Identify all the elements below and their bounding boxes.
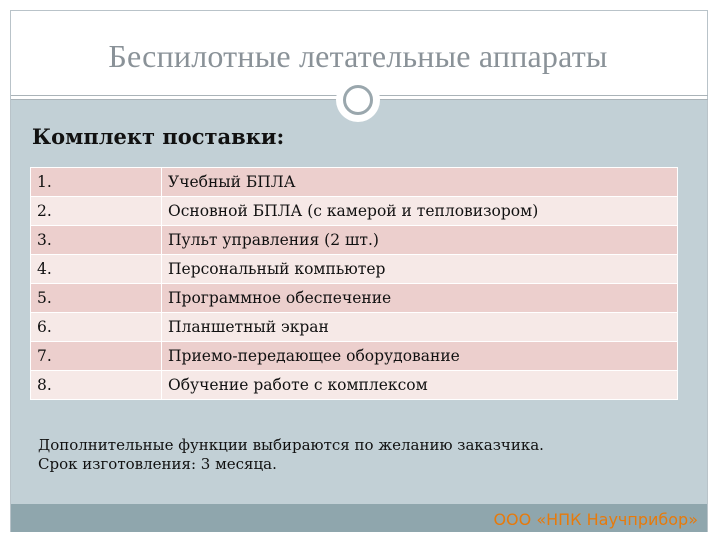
table-row <box>31 255 678 284</box>
item-text: Планшетный экран <box>162 313 678 342</box>
table-row <box>31 168 678 197</box>
item-text: Пульт управления (2 шт.) <box>162 226 678 255</box>
table-row <box>31 313 678 342</box>
additional-notes <box>38 436 544 474</box>
note-line: Дополнительные функции выбираются по желанию заказчика. <box>38 436 544 454</box>
item-text: Учебный БПЛА <box>162 168 678 197</box>
table-row <box>31 284 678 313</box>
item-text: Персональный компьютер <box>162 255 678 284</box>
table-row <box>31 226 678 255</box>
section-heading: Комплект поставки: <box>32 124 285 149</box>
note-line: Срок изготовления: 3 месяца. <box>38 455 277 473</box>
table-row <box>31 371 678 400</box>
delivery-set-table <box>30 167 678 400</box>
item-text: Приемо-передающее оборудование <box>162 342 678 371</box>
item-text: Программное обеспечение <box>162 284 678 313</box>
item-number: 6. <box>31 313 162 342</box>
item-number: 2. <box>31 197 162 226</box>
item-number: 7. <box>31 342 162 371</box>
table-row <box>31 342 678 371</box>
company-name: ООО «НПК Научприбор» <box>493 510 698 529</box>
item-number: 8. <box>31 371 162 400</box>
slide-title: Беспилотные летательные аппараты <box>108 38 608 74</box>
item-number: 3. <box>31 226 162 255</box>
table-row <box>31 197 678 226</box>
item-text: Обучение работе с комплексом <box>162 371 678 400</box>
item-text: Основной БПЛА (с камерой и тепловизором) <box>162 197 678 226</box>
item-number: 4. <box>31 255 162 284</box>
item-number: 1. <box>31 168 162 197</box>
item-number: 5. <box>31 284 162 313</box>
circle-ring-icon <box>336 78 380 122</box>
